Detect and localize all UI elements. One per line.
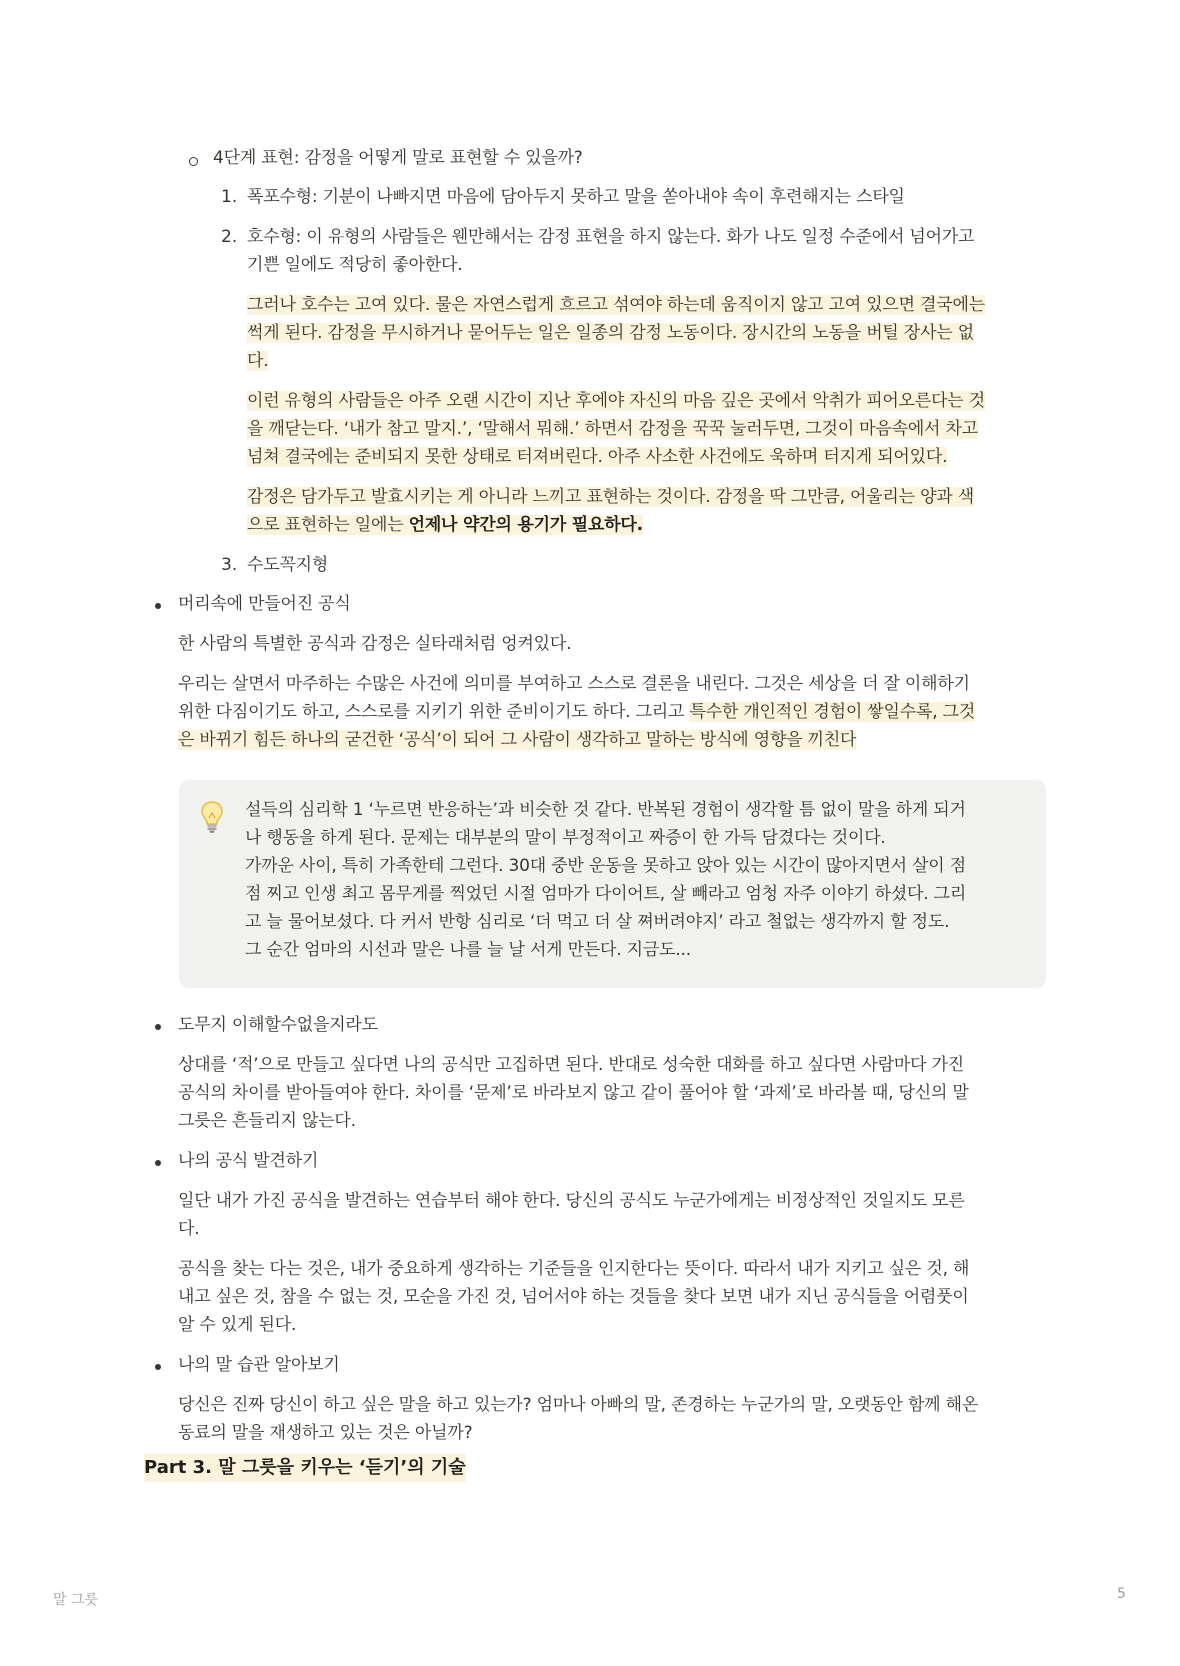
callout-line: 점 찌고 인생 최고 몸무게를 찍었던 시절 엄마가 다이어트, 살 빼라고 엄청 자주 이야기 하셨다. 그리 <box>245 884 967 904</box>
lake-p2-line: 넘쳐 결국에는 준비되지 못한 상태로 터져버린다. 아주 사소한 사건에도 욱하며 터지게 되어있다. <box>247 447 948 467</box>
list-item-waterfall: 폭포수형: 기분이 나빠지면 마음에 담아두지 못하고 말을 쏟아내야 속이 후련해지는 스타일 <box>247 187 905 207</box>
understand-line: 공식의 차이를 받아들여야 한다. 차이를 ‘문제’로 바라보지 않고 같이 풀어야 할 ‘과제’로 바라볼 때, 당신의 말 <box>178 1083 969 1103</box>
lake-p1-line: 그러나 호수는 고여 있다. 물은 자연스럽게 흐르고 섞여야 하는데 움직이지 않고 고여 있으면 결국에는 <box>247 295 985 315</box>
part3-heading: Part 3. 말 그릇을 키우는 ‘듣기’의 기술 <box>144 1454 466 1482</box>
callout-line: 그 순간 엄마의 시선과 말은 나를 늘 날 서게 만든다. 지금도... <box>245 940 691 960</box>
bullet <box>155 1160 161 1166</box>
formula-p2-line: 우리는 살면서 마주하는 수많은 사건에 의미를 부여하고 스스로 결론을 내린다. 그것은 세상을 더 잘 이해하기 <box>178 674 970 694</box>
lake-p2-line: 을 깨닫는다. ‘내가 참고 말지.’, ‘말해서 뭐해.’ 하면서 감정을 꾹꾹 눌러두면, 그것이 마음속에서 차고 <box>247 419 978 439</box>
step4-heading: 4단계 표현: 감정을 어떻게 말로 표현할 수 있을까? <box>213 148 583 168</box>
discover-heading: 나의 공식 발견하기 <box>178 1151 319 1171</box>
lake-p1-line: 다. <box>247 351 269 371</box>
formula-p1: 한 사람의 특별한 공식과 감정은 실타래처럼 엉켜있다. <box>178 634 572 654</box>
lake-p1-line: 썩게 된다. 감정을 무시하거나 묻어두는 일은 일종의 감정 노동이다. 장시간의 노동을 버틸 장사는 없 <box>247 323 974 343</box>
formula-p2-line: 은 바뀌기 힘든 하나의 굳건한 ‘공식’이 되어 그 사람이 생각하고 말하는 방식에 영향을 끼친다 <box>178 730 857 750</box>
page-number: 5 <box>1117 1586 1126 1602</box>
list-number: 2. <box>221 227 238 247</box>
lake-p3-line: 으로 표현하는 일에는 언제나 약간의 용기가 필요하다. <box>247 515 643 535</box>
callout-line: 가까운 사이, 특히 가족한테 그런다. 30대 중반 운동을 못하고 앉아 있는 시간이 많아지면서 살이 점 <box>245 856 966 876</box>
understand-heading: 도무지 이해할수없을지라도 <box>178 1015 378 1035</box>
discover-p2-line: 알 수 있게 된다. <box>178 1315 297 1335</box>
understand-line: 그릇은 흔들리지 않는다. <box>178 1111 356 1131</box>
callout-line: 나 행동을 하게 된다. 문제는 대부분의 말이 부정적이고 짜증이 한 가득 담겼다는 것이다. <box>245 828 886 848</box>
discover-p1-line: 일단 내가 가진 공식을 발견하는 연습부터 해야 한다. 당신의 공식도 누군가에게는 비정상적인 것일지도 모른 <box>178 1191 965 1211</box>
bold-courage-phrase: 언제나 약간의 용기가 필요하다. <box>408 515 643 535</box>
callout-line: 고 늘 물어보셨다. 다 커서 반항 심리로 ‘더 먹고 더 살 쪄버려야지’ 라고 철없는 생각까지 할 정도. <box>245 912 950 932</box>
discover-p2-line: 공식을 찾는 다는 것은, 내가 중요하게 생각하는 기준들을 인지한다는 뜻이다. 따라서 내가 지키고 싶은 것, 해 <box>178 1259 970 1279</box>
bullet <box>155 1024 161 1030</box>
callout-line: 설득의 심리학 1 ‘누르면 반응하는’과 비슷한 것 같다. 반복된 경험이 생각할 틈 없이 말을 하게 되거 <box>245 800 966 820</box>
formula-heading: 머리속에 만들어진 공식 <box>178 594 351 614</box>
circle-bullet <box>189 157 198 166</box>
habit-heading: 나의 말 습관 알아보기 <box>178 1355 340 1375</box>
lake-p3-line: 감정은 담가두고 발효시키는 게 아니라 느끼고 표현하는 것이다. 감정을 딱 그만큼, 어울리는 양과 색 <box>247 487 974 507</box>
discover-p2-line: 내고 싶은 것, 참을 수 없는 것, 모순을 가진 것, 넘어서야 하는 것들을 찾다 보면 내가 지닌 공식들을 어렴풋이 <box>178 1287 969 1307</box>
discover-p1-line: 다. <box>178 1219 200 1239</box>
list-item-faucet: 수도꼭지형 <box>247 555 329 575</box>
lake-p2-line: 이런 유형의 사람들은 아주 오랜 시간이 지난 후에야 자신의 마음 깊은 곳에서 악취가 피어오른다는 것 <box>247 391 985 411</box>
understand-line: 상대를 ‘적’으로 만들고 싶다면 나의 공식만 고집하면 된다. 반대로 성숙한 대화를 하고 싶다면 사람마다 가진 <box>178 1055 965 1075</box>
list-item-lake: 호수형: 이 유형의 사람들은 웬만해서는 감정 표현을 하지 않는다. 화가 나도 일정 수준에서 넘어가고 <box>247 227 975 247</box>
list-item-lake-cont: 기쁜 일에도 적당히 좋아한다. <box>247 255 463 275</box>
bullet <box>155 1364 161 1370</box>
footer-title: 말 그릇 <box>53 1592 99 1608</box>
formula-p2-line: 위한 다짐이기도 하고, 스스로를 지키기 위한 준비이기도 하다. 그리고 특수한 개인적인 경험이 쌓일수록, 그것 <box>178 702 976 722</box>
habit-line: 동료의 말을 재생하고 있는 것은 아닐까? <box>178 1423 473 1443</box>
list-number: 3. <box>221 555 238 575</box>
habit-line: 당신은 진짜 당신이 하고 싶은 말을 하고 있는가? 엄마나 아빠의 말, 존경하는 누군가의 말, 오랫동안 함께 해온 <box>178 1395 979 1415</box>
lightbulb-icon <box>200 800 224 834</box>
list-number: 1. <box>221 187 238 207</box>
bullet <box>155 603 161 609</box>
